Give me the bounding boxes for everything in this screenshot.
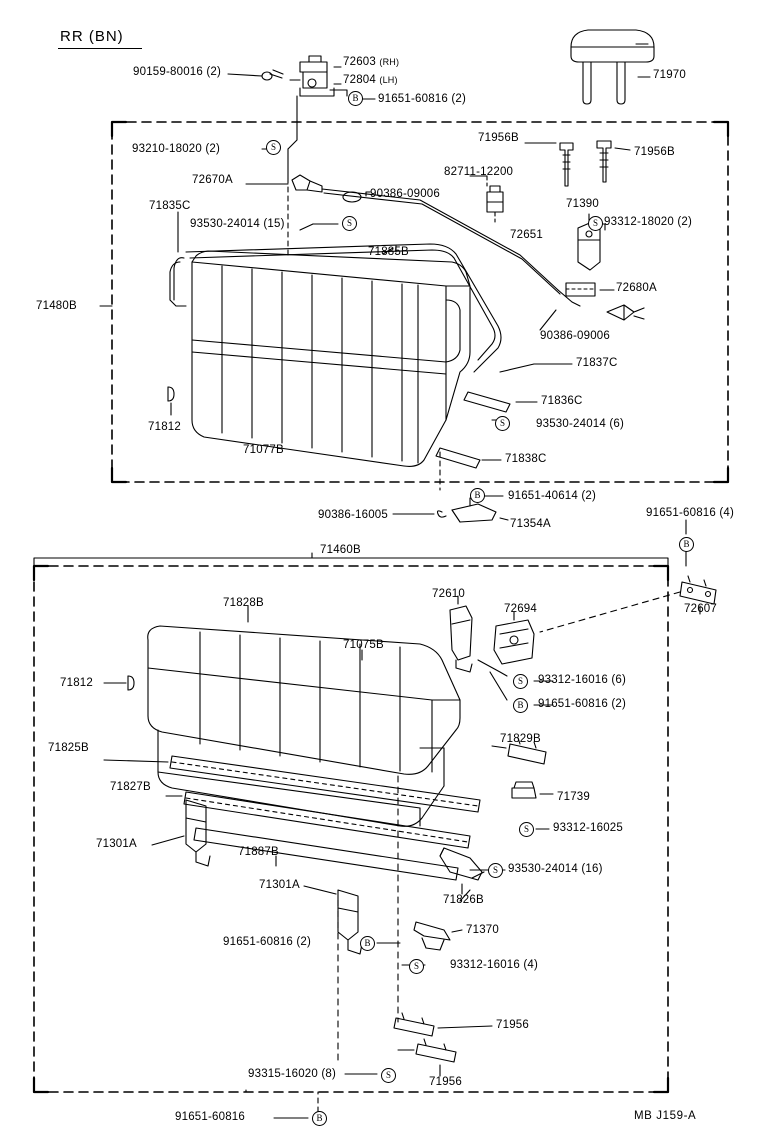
bolt-marker-icon: B [348, 91, 363, 106]
part-label: 93315-16020 (8) [248, 1068, 337, 1080]
screw-marker-icon: S [588, 216, 603, 231]
part-label: 71837C [576, 357, 618, 369]
part-label: 71739 [557, 791, 590, 803]
part-label: 93312-16016 (6) [538, 674, 627, 686]
part-label: 93530-24014 (15) [190, 218, 285, 230]
part-label: 93530-24014 (16) [508, 863, 603, 875]
part-label: 72607 [684, 603, 717, 615]
screw-marker-icon: S [513, 674, 528, 689]
screw-marker-icon: S [342, 216, 357, 231]
part-label: 71828B [223, 597, 264, 609]
part-label: 71812 [148, 421, 181, 433]
part-label: 71301A [96, 838, 137, 850]
part-label: 71812 [60, 677, 93, 689]
part-label: 71390 [566, 198, 599, 210]
part-label: 71885B [368, 246, 409, 258]
page-title: RR (BN) [60, 28, 124, 45]
part-label: 71480B [36, 300, 77, 312]
part-label: 71956B [634, 146, 675, 158]
part-label: 72694 [504, 603, 537, 615]
bolt-marker-icon: B [312, 1111, 327, 1126]
screw-marker-icon: S [519, 822, 534, 837]
screw-marker-icon: S [409, 959, 424, 974]
part-label: 72651 [510, 229, 543, 241]
part-label: 71825B [48, 742, 89, 754]
part-label: 71077B [243, 444, 284, 456]
screw-marker-icon: S [266, 140, 281, 155]
part-label: 72670A [192, 174, 233, 186]
part-label: 71970 [653, 69, 686, 81]
sheet-code: MB J159-A [634, 1110, 697, 1122]
part-label: 93312-16025 [553, 822, 623, 834]
bolt-marker-icon: B [360, 936, 375, 951]
part-label: 93530-24014 (6) [536, 418, 625, 430]
part-label: 91651-60816 [175, 1111, 245, 1123]
part-label: 72603 (RH) [343, 56, 400, 68]
part-label: 91651-60816 (2) [538, 698, 627, 710]
bolt-marker-icon: B [470, 488, 485, 503]
part-label: 71301A [259, 879, 300, 891]
bolt-marker-icon: B [513, 698, 528, 713]
part-label: 71460B [320, 544, 361, 556]
part-label: 93210-18020 (2) [132, 143, 221, 155]
part-label: 71827B [110, 781, 151, 793]
part-label: 91651-60816 (2) [223, 936, 312, 948]
part-label: 71838C [505, 453, 547, 465]
part-label: 90159-80016 (2) [133, 66, 222, 78]
part-label: 91651-60816 (4) [646, 507, 735, 519]
title-underline [58, 48, 142, 49]
screw-marker-icon: S [488, 863, 503, 878]
part-label: 71826B [443, 894, 484, 906]
part-label: 93312-16016 (4) [450, 959, 539, 971]
part-label: 82711-12200 [444, 166, 514, 178]
screw-marker-icon: S [495, 416, 510, 431]
part-label: 71887B [238, 846, 279, 858]
part-label: 90386-09006 [540, 330, 610, 342]
part-label: 71956 [429, 1076, 462, 1088]
part-label: 71956 [496, 1019, 529, 1031]
screw-marker-icon: S [381, 1068, 396, 1083]
part-label: 71354A [510, 518, 551, 530]
part-label: 71836C [541, 395, 583, 407]
part-label: 71835C [149, 200, 191, 212]
part-label: 72804 (LH) [343, 74, 398, 86]
part-label: 71956B [478, 132, 519, 144]
part-label: 91651-40614 (2) [508, 490, 597, 502]
part-label: 71075B [343, 639, 384, 651]
bolt-marker-icon: B [679, 537, 694, 552]
part-label: 90386-09006 [370, 188, 440, 200]
part-label: 72610 [432, 588, 465, 600]
part-label: 71370 [466, 924, 499, 936]
part-label: 90386-16005 [318, 509, 388, 521]
part-label: 71829B [500, 733, 541, 745]
part-label: 91651-60816 (2) [378, 93, 467, 105]
part-label: 93312-18020 (2) [604, 216, 693, 228]
part-label: 72680A [616, 282, 657, 294]
